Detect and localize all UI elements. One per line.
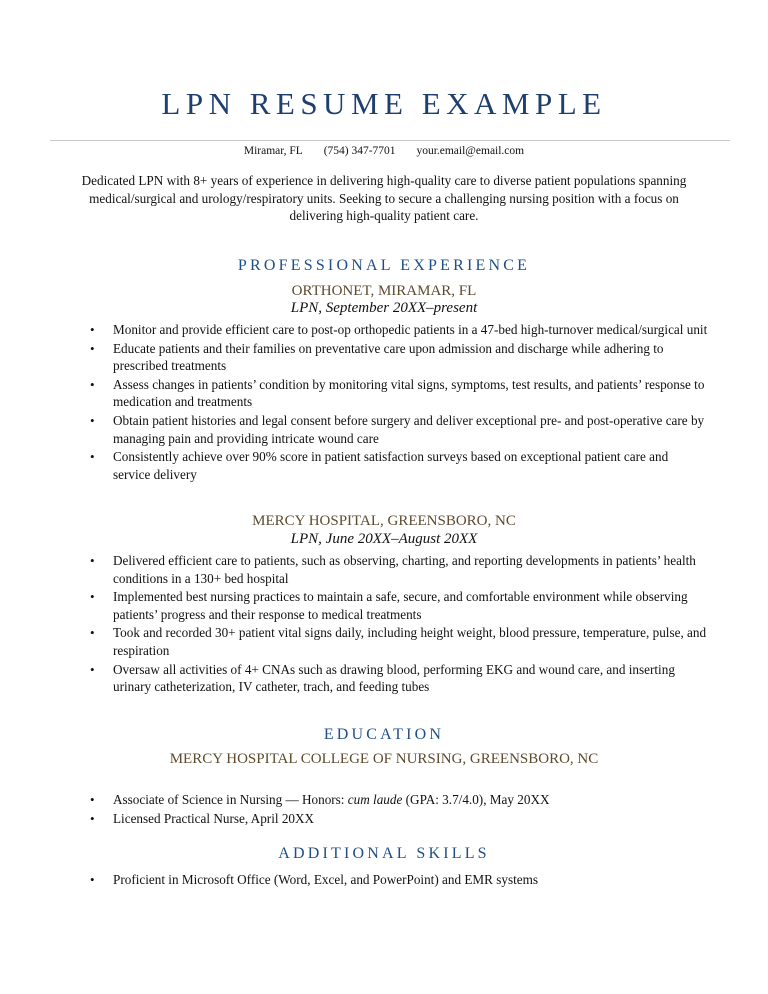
list-item: • Took and recorded 30+ patient vital signs daily, including height weight, blood pressure, temperature, pulse, and respiration: [113, 624, 708, 659]
list-item: • Monitor and provide efficient care to post-op orthopedic patients in a 47-bed high-turnover medical/surgical unit: [113, 321, 708, 339]
list-item: [113, 791, 708, 809]
list-item: • Delivered efficient care to patients, such as observing, charting, and reporting developments in patients’ health conditions in a 130+ bed hospital: [113, 552, 708, 587]
header-divider: [50, 140, 730, 141]
list-item: • Oversaw all activities of 4+ CNAs such as drawing blood, performing EKG and wound care, and inserting urinary catheterization, IV catheter, trach, and feeding tubes: [113, 661, 708, 696]
contact-location: Miramar, FL: [243, 145, 303, 157]
job-role: LPN, September 20XX–present: [290, 300, 478, 316]
job-employer: MERCY HOSPITAL, GREENSBORO, NC: [252, 513, 516, 529]
job-bullet-list: [0, 321, 768, 484]
education-list: [0, 791, 768, 828]
skills-list: [0, 871, 768, 890]
degree-honor: cum laude: [347, 792, 403, 807]
section-heading-skills: ADDITIONAL SKILLS: [278, 845, 490, 862]
job-role: LPN, June 20XX–August 20XX: [290, 531, 478, 547]
job-employer: ORTHONET, MIRAMAR, FL: [291, 283, 477, 299]
list-item: • Implemented best nursing practices to maintain a safe, secure, and comfortable environment while observing patients’ progress and their response to medical treatments: [113, 588, 708, 623]
list-item: • Consistently achieve over 90% score in patient satisfaction surveys based on exceptional patient care and service delivery: [113, 448, 708, 483]
contact-email[interactable]: your.email@email.com: [416, 145, 525, 157]
section-heading-experience: PROFESSIONAL EXPERIENCE: [237, 257, 531, 274]
contact-line: [0, 145, 768, 157]
degree-suffix: (GPA: 3.7/4.0), May 20XX: [402, 792, 550, 807]
education-school: MERCY HOSPITAL COLLEGE OF NURSING, GREENSBORO, NC: [169, 751, 599, 767]
section-heading-education: EDUCATION: [323, 726, 445, 743]
degree-prefix: Associate of Science in Nursing — Honors:: [113, 792, 348, 807]
list-item: • Licensed Practical Nurse, April 20XX: [113, 810, 708, 828]
resume-title: LPN RESUME EXAMPLE: [161, 86, 607, 121]
list-item: • Assess changes in patients’ condition by monitoring vital signs, symptoms, test results, and patients’ response to medication and treatments: [113, 376, 708, 411]
list-item: • Educate patients and their families on preventative care upon admission and discharge while adhering to prescribed treatments: [113, 340, 708, 375]
list-item: • Obtain patient histories and legal consent before surgery and deliver exceptional pre- and post-operative care by managing pain and providing intricate wound care: [113, 412, 708, 447]
contact-phone: (754) 347-7701: [323, 145, 396, 157]
list-item: • Proficient in Microsoft Office (Word, Excel, and PowerPoint) and EMR systems: [113, 871, 708, 889]
job-bullet-list: [0, 552, 768, 697]
summary-paragraph: Dedicated LPN with 8+ years of experience in delivering high-quality care to diverse patient populations spanning medical/surgical and urology/respiratory units. Seeking to secure a challenging nursing position with a focus on delivering high-quality patient care.: [81, 173, 687, 223]
